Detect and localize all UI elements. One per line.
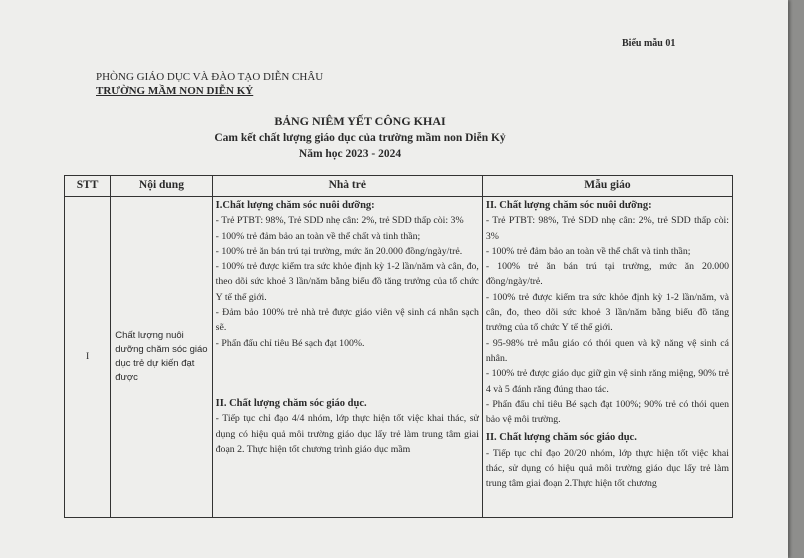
header-nha-tre: Nhà trẻ: [212, 176, 482, 197]
mau-giao-cell: [482, 197, 732, 518]
school-name: TRƯỜNG MẦM NON DIỄN KỶ: [96, 85, 254, 97]
nha-tre-cell: [212, 197, 482, 518]
list-item: - 100% trẻ đảm bảo an toàn về thể chất và tinh thần;: [215, 230, 421, 242]
school-year: Năm học 2023 - 2024: [298, 148, 402, 160]
list-item: - 100% trẻ được kiểm tra sức khỏe định kỳ 1-2 lần/năm, và cân, đo, theo dõi sức khoẻ 3 lần/năm bằng biểu đồ tăng trưởng của tổ chức Y tế thế giới.: [485, 291, 729, 334]
list-item: - Phấn đấu chỉ tiêu Bé sạch đạt 100%; 90% trẻ có thói quen bảo vệ môi trường.: [485, 398, 729, 426]
list-item: - Phấn đấu chỉ tiêu Bé sạch đạt 100%.: [215, 337, 365, 349]
nha-tre-section2-title: II. Chất lượng chăm sóc giáo dục.: [215, 397, 367, 409]
page-subtitle: Cam kết chất lượng giáo dục của trường mầm non Diễn Kỷ: [214, 132, 506, 144]
department-name: PHÒNG GIÁO DỤC VÀ ĐÀO TẠO DIỄN CHÂU: [96, 71, 324, 83]
spacer: [486, 427, 729, 429]
list-item: - Trẻ PTBT: 98%, Trẻ SDD nhẹ cân: 2%, trẻ SDD thấp còi: 3%: [215, 215, 464, 227]
header-mau-giao: Mẫu giáo: [482, 176, 732, 197]
spacer: [216, 351, 479, 395]
mau-giao-section2-title: II. Chất lượng chăm sóc giáo dục.: [485, 432, 637, 444]
list-item: - 100% trẻ được kiểm tra sức khỏe định kỳ 1-2 lần/năm và cân, đo, theo dõi sức khoẻ 3 lần/năm bằng biểu đồ tăng trưởng của tổ chức Y tế thế giới.: [215, 261, 479, 303]
row-content: Chất lượng nuôi dưỡng chăm sóc giáo dục trẻ dự kiến đạt được: [111, 197, 212, 518]
header-content: Nội dung: [111, 176, 212, 197]
commitment-table: [64, 175, 733, 518]
list-item: - Trẻ PTBT: 98%, Trẻ SDD nhẹ cân: 2%, trẻ SDD thấp còi: 3%: [485, 215, 729, 242]
list-item: - 95-98% trẻ mẫu giáo có thói quen và kỹ năng vệ sinh cá nhân.: [485, 337, 729, 364]
nha-tre-section1-title: I.Chất lượng chăm sóc nuôi dưỡng:: [215, 200, 375, 211]
list-item: - 100% trẻ ăn bán trú tại trường, mức ăn 20.000 đồng/ngày/trẻ.: [485, 261, 729, 288]
row-stt: I: [65, 197, 111, 518]
mau-giao-section1-title: II. Chất lượng chăm sóc nuôi dưỡng:: [485, 200, 652, 211]
table-header-row: [65, 176, 733, 197]
header-stt: STT: [65, 176, 111, 197]
list-item: - 100% trẻ được giáo dục giữ gìn vệ sinh răng miệng, 90% trẻ 4 và 5 đánh răng đúng thao tác.: [485, 368, 729, 395]
list-item: - Tiếp tục chỉ đạo 20/20 nhóm, lớp thực hiện tốt việc khai thác, sử dụng có hiệu quả môi trường giáo dục lấy trẻ làm trung tâm giai đoạn 2.Thực hiện tốt chương: [485, 447, 729, 490]
table-row: [65, 197, 733, 518]
list-item: - 100% trẻ ăn bán trú tại trường, mức ăn 20.000 đồng/ngày/trẻ.: [215, 245, 463, 257]
list-item: - Tiếp tục chỉ đạo 4/4 nhóm, lớp thực hiện tốt việc khai thác, sử dụng có hiệu quả môi trường giáo dục lấy trẻ làm trung tâm giai đoạn 2. Thực hiện tốt chương trình giáo dục mầm: [215, 413, 479, 455]
page-title: BẢNG NIÊM YẾT CÔNG KHAI: [274, 114, 446, 128]
list-item: - 100% trẻ đảm bảo an toàn về thể chất và tinh thần;: [485, 245, 691, 257]
list-item: - Đảm bảo 100% trẻ nhà trẻ được giáo viên vệ sinh cá nhân sạch sẽ.: [215, 307, 479, 334]
form-number: Biểu mẫu 01: [622, 38, 676, 49]
